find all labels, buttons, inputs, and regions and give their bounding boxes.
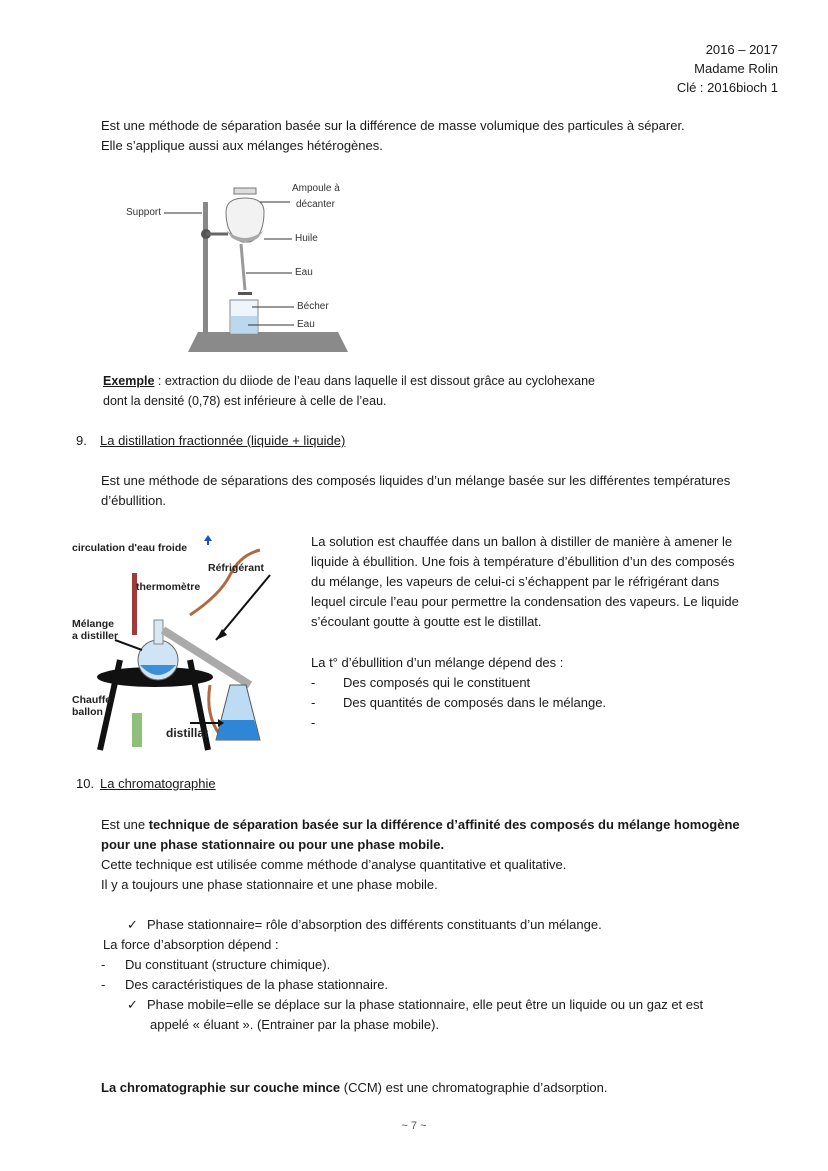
label-melange-1: Mélange <box>72 618 115 630</box>
section-9-title: La distillation fractionnée (liquide + liquide) <box>100 433 346 448</box>
label-ampoule-2: décanter <box>296 199 335 210</box>
check-item-stationary: ✓ Phase stationnaire= rôle d’absorption des différents constituants d’un mélange. <box>127 915 602 935</box>
decantation-line1: Est une méthode de séparation basée sur la différence de masse volumique des particules à séparer. <box>101 118 685 133</box>
decantation-line2: Elle s’applique aussi aux mélanges hétérogènes. <box>101 138 383 153</box>
ccm-line <box>101 1078 607 1098</box>
boiling-intro: La t° d’ébullition d’un mélange dépend des : <box>311 655 564 670</box>
ccm-rest: (CCM) est une chromatographie d’adsorption. <box>340 1080 608 1095</box>
page-number: ~ 7 ~ <box>401 1120 427 1132</box>
section-9-number: 9. <box>76 433 87 448</box>
check-icon: ✓ <box>127 917 138 932</box>
label-refrigerant: Réfrigérant <box>208 562 265 574</box>
distillation-para-2: liquide à ébullition. Une fois à température d’ébullition d’un des composés <box>311 554 735 569</box>
distillation-para-4: lequel circule l’eau pour permettre la condensation des vapeurs. Le liquide <box>311 594 739 609</box>
label-chauffe-2: ballon <box>72 706 103 718</box>
label-eau-2: Eau <box>297 319 315 330</box>
check-item-mobile: ✓ Phase mobile=elle se déplace sur la phase stationnaire, elle peut être un liquide ou un gaz et est appelé « éluant ». (Entrainer par la phase mobile). <box>127 995 787 1035</box>
section-9-intro-1: Est une méthode de séparations des composés liquides d’un mélange basée sur les différentes températures <box>101 473 731 488</box>
chromato-bold-2: pour une phase stationnaire ou pour une phase mobile. <box>101 837 445 852</box>
section-10-number: 10. <box>76 776 95 791</box>
boiling-bullet-1: - Des composés qui le constituent <box>311 675 531 690</box>
distillation-para-1: La solution est chauffée dans un ballon à distiller de manière à amener le <box>311 534 733 549</box>
chromato-line-3: Cette technique est utilisée comme méthode d’analyse quantitative et qualitative. <box>101 857 567 872</box>
label-melange-2: a distiller <box>72 630 119 642</box>
label-becher: Bécher <box>297 301 329 312</box>
support-rod <box>203 202 208 334</box>
label-ampoule-1: Ampoule à <box>292 183 340 194</box>
ccm-bold: La chromatographie sur couche mince <box>101 1080 341 1095</box>
label-distillat: distillat <box>166 726 209 740</box>
header-year: 2016 – 2017 <box>705 42 778 57</box>
label-circulation: circulation d'eau froide <box>72 542 188 554</box>
force-intro: La force d’absorption dépend : <box>103 937 279 952</box>
section-10-heading <box>76 774 216 794</box>
check-icon: ✓ <box>127 997 138 1012</box>
base-plate <box>188 332 348 352</box>
force-dash-1: - Du constituant (structure chimique). <box>101 957 331 972</box>
chromatography-definition <box>101 815 781 895</box>
page-header <box>677 40 778 97</box>
header-key: Clé : 2016bioch 1 <box>676 80 778 95</box>
decantation-intro <box>101 116 685 156</box>
section-9-intro <box>101 471 730 511</box>
example-text-2: dont la densité (0,78) est inférieure à celle de l’eau. <box>103 394 387 408</box>
check-item-mobile-2: appelé « éluant ». (Entrainer par la phase mobile). <box>150 1017 440 1032</box>
label-chauffe-1: Chauffe <box>72 694 112 706</box>
boiling-bullet-3: - <box>311 715 316 730</box>
distillation-para-5: s’écoulant goutte à goutte est le distillat. <box>311 614 542 629</box>
chromato-bold-1: technique de séparation basée sur la différence d’affinité des composés du mélange homogène <box>148 817 740 832</box>
section-9-heading <box>76 431 346 451</box>
section-9-intro-2: d’ébullition. <box>101 493 167 508</box>
boiling-dependency <box>311 653 781 733</box>
boiling-bullet-2: - Des quantités de composés dans le mélange. <box>311 695 607 710</box>
decantation-example <box>103 371 595 411</box>
header-teacher: Madame Rolin <box>694 61 778 76</box>
label-huile: Huile <box>295 233 318 244</box>
distillation-figure <box>70 535 300 755</box>
example-label: Exemple <box>103 374 155 388</box>
separatory-funnel-figure <box>118 180 358 358</box>
label-thermometre: thermomètre <box>136 581 201 593</box>
distillation-drawing <box>70 535 300 755</box>
chromato-line-4: Il y a toujours une phase stationnaire et une phase mobile. <box>101 877 438 892</box>
water-tube-in <box>209 685 220 735</box>
chromato-lead: Est une <box>101 817 149 832</box>
distillation-para-3: du mélange, les vapeurs de celui-ci s’échappent par le réfrigérant dans <box>311 574 720 589</box>
distillation-description <box>311 532 781 632</box>
water-tube-out <box>190 550 260 615</box>
burner <box>132 713 142 747</box>
label-support: Support <box>126 207 162 218</box>
example-text-1: : extraction du diiode de l’eau dans laquelle il est dissout grâce au cyclohexane <box>154 374 595 388</box>
label-eau-1: Eau <box>295 267 313 278</box>
section-10-title: La chromatographie <box>100 776 216 791</box>
force-dash-2: - Des caractéristiques de la phase stationnaire. <box>101 977 389 992</box>
